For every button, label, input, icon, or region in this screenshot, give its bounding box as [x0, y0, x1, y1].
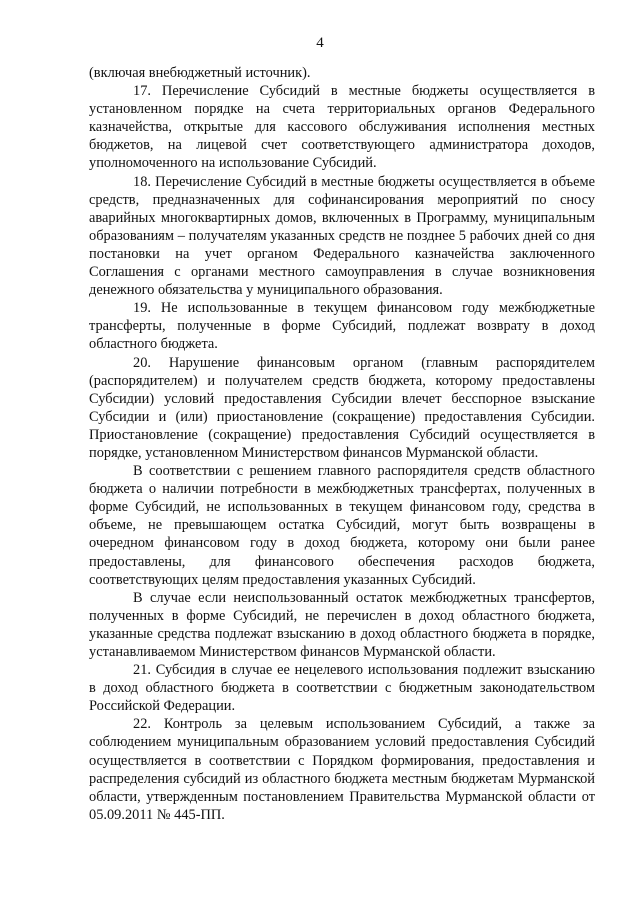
paragraph: 18. Перечисление Субсидий в местные бюджеты осуществляется в объеме средств, предназначенных для софинансирования мероприятий по сносу аварийных многоквартирных домов, включенных в Программу, муниципальным образованиям – получателям указанных средств не позднее 5 рабочих дней со дня постановки на учет органом Федерального казначейства заключенного Соглашения с органами местного самоуправления в случае возникновения денежного обязательства у муниципального образования. [89, 173, 595, 299]
paragraph: В случае если неиспользованный остаток межбюджетных трансфертов, полученных в форме Субсидий, не перечислен в доход областного бюджета, указанные средства подлежат взысканию в доход областного бюджета в порядке, устанавливаемом Министерством финансов Мурманской области. [89, 589, 595, 660]
paragraph: 21. Субсидия в случае ее нецелевого использования подлежит взысканию в доход областного бюджета в соответствии с бюджетным законодательством Российской Федерации. [89, 662, 595, 715]
paragraph: 17. Перечисление Субсидий в местные бюджеты осуществляется в установленном порядке на счета территориальных органов Федерального казначейства, открытые для кассового обслуживания исполнения местных бюджетов, на лицевой счет соответствующего администратора доходов, уполномоченного на использование Субсидий. [89, 83, 595, 172]
paragraph: 20. Нарушение финансовым органом (главным распорядителем (распорядителем) и получателем средств бюджета, которому предоставлены Субсидии) условий предоставления Субсидии влечет бесспорное взыскание Субсидии и (или) приостановление (сокращение) предоставления Субсидии. Приостановление (сокращение) предоставления Субсидий осуществляется в порядке, установленном Министерством финансов Мурманской области. [89, 354, 595, 461]
paragraph: 22. Контроль за целевым использованием Субсидий, а также за соблюдением муниципальным образованием условий предоставления Субсидий осуществляется в соответствии с Порядком формирования, предоставления и распределения субсидий из областного бюджета местным бюджетам Мурманской области, утвержденным постановлением Правительства Мурманской области от 05.09.2011 № 445-ПП. [89, 716, 595, 823]
paragraph: В соответствии с решением главного распорядителя средств областного бюджета о наличии потребности в межбюджетных трансфертах, полученных в форме Субсидий, не использованных в текущем финансовом году, средства в объеме, не превышающем остатка Субсидий, могут быть возвращены в очередном финансовом году в доход бюджета, которому они были ранее предоставлены, для финансового обеспечения расходов бюджета, соответствующих целям предоставления указанных Субсидий. [89, 463, 595, 588]
page-number: 4 [316, 35, 324, 51]
document-body [89, 64, 595, 824]
paragraph: (включая внебюджетный источник). [89, 65, 311, 81]
paragraph: 19. Не использованные в текущем финансовом году межбюджетные трансферты, полученные в форме Субсидий, подлежат возврату в доход областного бюджета. [89, 300, 595, 353]
